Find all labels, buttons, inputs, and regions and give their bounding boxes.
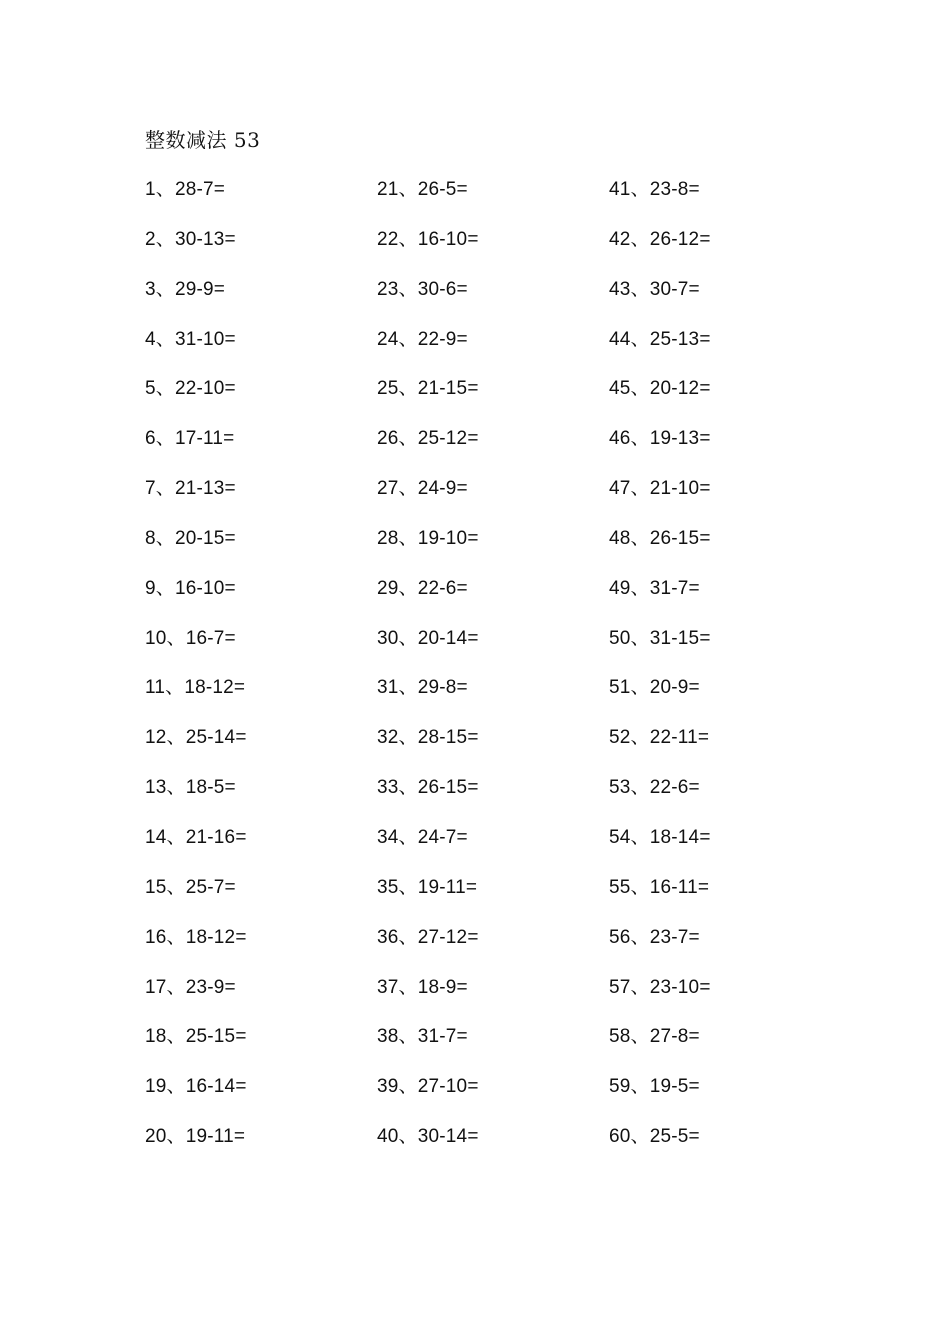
problem-item: 49、31-7= (609, 577, 700, 599)
problem-item: 51、20-9= (609, 677, 700, 699)
problem-item: 59、19-5= (609, 1076, 700, 1098)
problem-item: 2、30-13= (145, 228, 236, 250)
problem-item: 16、18-12= (145, 926, 247, 948)
problem-item: 28、19-10= (377, 527, 479, 549)
problem-item: 30、20-14= (377, 627, 479, 649)
problem-item: 31、29-8= (377, 677, 468, 699)
problem-item: 46、19-13= (609, 428, 711, 450)
worksheet-title: 整数减法 53 (145, 128, 261, 152)
problem-item: 12、25-14= (145, 727, 247, 749)
problem-item: 6、17-11= (145, 428, 235, 450)
problem-item: 44、25-13= (609, 328, 711, 350)
problem-item: 53、22-6= (609, 777, 700, 799)
problem-item: 45、20-12= (609, 378, 711, 400)
problem-item: 57、23-10= (609, 976, 711, 998)
problem-item: 1、28-7= (145, 179, 226, 200)
problem-item: 48、26-15= (609, 527, 711, 549)
problem-item: 34、24-7= (377, 826, 468, 848)
problem-item: 38、31-7= (377, 1026, 468, 1048)
problem-item: 22、16-10= (377, 228, 479, 250)
problem-item: 24、22-9= (377, 328, 468, 350)
problem-item: 4、31-10= (145, 328, 236, 350)
problem-item: 50、31-15= (609, 627, 711, 649)
problem-item: 7、21-13= (145, 478, 236, 500)
problem-item: 9、16-10= (145, 577, 236, 599)
problem-item: 32、28-15= (377, 727, 479, 749)
problem-item: 14、21-16= (145, 826, 247, 848)
problem-item: 54、18-14= (609, 826, 711, 848)
problem-item: 29、22-6= (377, 577, 468, 599)
problem-item: 26、25-12= (377, 428, 479, 450)
problem-item: 10、16-7= (145, 627, 236, 649)
problem-item: 13、18-5= (145, 777, 236, 799)
problem-item: 43、30-7= (609, 278, 700, 300)
problem-item: 8、20-15= (145, 527, 236, 549)
problem-grid (145, 176, 845, 1173)
problem-item: 56、23-7= (609, 926, 700, 948)
problem-item: 3、29-9= (145, 278, 226, 300)
problem-item: 17、23-9= (145, 976, 236, 998)
problem-item: 5、22-10= (145, 378, 236, 400)
problem-item: 42、26-12= (609, 228, 711, 250)
problem-item: 15、25-7= (145, 876, 236, 898)
problem-item: 40、30-14= (377, 1126, 479, 1148)
problem-item: 18、25-15= (145, 1026, 247, 1048)
problem-item: 35、19-11= (377, 876, 478, 898)
problem-item: 52、22-11= (609, 727, 710, 749)
problem-item: 41、23-8= (609, 179, 700, 200)
problem-item: 21、26-5= (377, 179, 468, 200)
problem-item: 58、27-8= (609, 1026, 700, 1048)
problem-item: 55、16-11= (609, 876, 710, 898)
problem-item: 27、24-9= (377, 478, 468, 500)
problem-item: 36、27-12= (377, 926, 479, 948)
problem-item: 37、18-9= (377, 976, 468, 998)
problem-item: 47、21-10= (609, 478, 711, 500)
problem-item: 60、25-5= (609, 1126, 700, 1148)
problem-item: 20、19-11= (145, 1126, 246, 1148)
problem-item: 25、21-15= (377, 378, 479, 400)
problem-item: 19、16-14= (145, 1076, 247, 1098)
problem-item: 39、27-10= (377, 1076, 479, 1098)
problem-item: 23、30-6= (377, 278, 468, 300)
problem-item: 33、26-15= (377, 777, 479, 799)
problem-item: 11、18-12= (145, 677, 246, 699)
